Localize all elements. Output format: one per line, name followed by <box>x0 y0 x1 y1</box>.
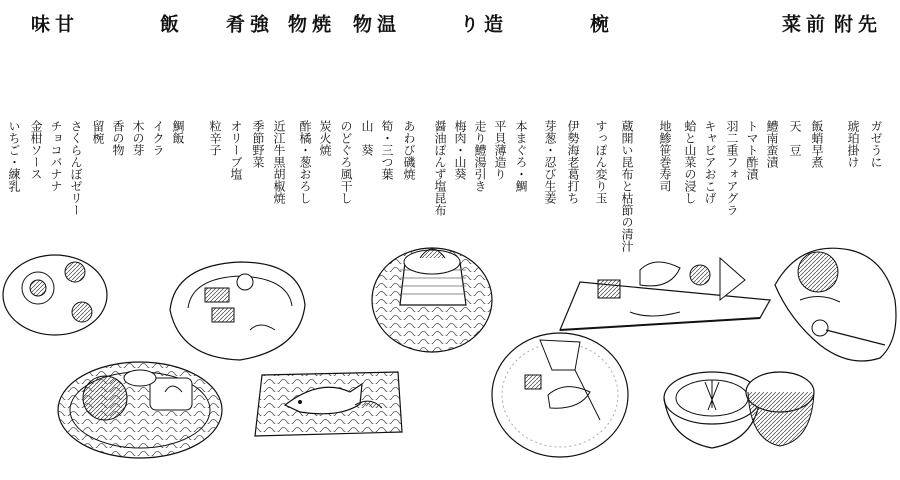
menu-item: 筍・三つ葉 <box>380 120 394 180</box>
menu-item: 芽葱・忍び生姜 <box>543 120 557 204</box>
course-title-kanmi: 甘 味 <box>28 14 74 33</box>
yakimono-board <box>255 372 402 436</box>
menu-item: さくらんぼゼリー <box>69 120 83 216</box>
menu-item: すっぽん変り玉 <box>594 120 608 204</box>
menu-item: トマト酢漬 <box>745 120 759 180</box>
sakizuke-plate <box>775 248 896 361</box>
menu-item: 醤油ぽんず塩昆布 <box>433 120 447 216</box>
menu-item: 炭火焼 <box>318 120 332 156</box>
menu-item: 天 豆 <box>788 120 802 156</box>
menu-item: のどぐろ風干し <box>339 120 353 204</box>
menu-item: 鯛飯 <box>171 120 185 144</box>
menu-item: 本まぐろ・鯛 <box>514 120 528 192</box>
shizakana-plate <box>170 262 305 360</box>
menu-item: 鱧南蛮漬 <box>765 120 779 168</box>
menu-item: 梅肉・山葵 <box>453 120 467 180</box>
menu-item: あわび磯焼 <box>402 120 416 180</box>
wan-bowl <box>664 372 814 448</box>
zensai-board <box>560 258 770 330</box>
course-title-wan: 椀 <box>587 14 609 33</box>
menu-item: 平貝薄造り <box>493 120 507 180</box>
menu-item: 香の物 <box>111 120 125 156</box>
menu-item: 蛤と山菜の浸し <box>683 120 697 204</box>
menu-item: 地鯵笹巻寿司 <box>658 120 672 192</box>
course-title-gohan: 飯 <box>157 14 179 33</box>
kanmi-plate <box>3 255 107 335</box>
menu-item: いちご・練乳 <box>7 120 21 192</box>
menu-item: 酢橘・葱おろし <box>298 120 312 204</box>
menu-item: 留椀 <box>91 120 105 144</box>
course-title-sakizuke: 先 附 <box>831 14 877 33</box>
menu-item: チョコバナナ <box>49 120 63 192</box>
menu-item: 琥珀掛け <box>846 120 860 168</box>
course-title-tsukuri: 造 り <box>457 14 503 33</box>
menu-item: 羽二重フォアグラ <box>725 120 739 216</box>
course-title-yakimono: 焼 物 <box>285 14 331 33</box>
menu-item: 走り鱧湯引き <box>473 120 487 192</box>
menu-item: キャビアおこげ <box>703 120 717 204</box>
menu-item: 金柑ソース <box>29 120 43 180</box>
course-title-onmono: 温 物 <box>350 14 396 33</box>
onmono-bowl <box>372 248 492 352</box>
tsukuri-plate <box>492 333 628 457</box>
course-title-shizakana: 強 肴 <box>223 14 269 33</box>
menu-item: 粒辛子 <box>208 120 222 156</box>
menu-item: ガゼうに <box>869 120 883 168</box>
menu-item: 季節野菜 <box>251 120 265 168</box>
course-title-zensai: 前 菜 <box>779 14 825 33</box>
menu-item: 木の芽 <box>131 120 145 156</box>
menu-item: 飯蛸早煮 <box>810 120 824 168</box>
menu-item: オリーブ塩 <box>229 120 243 180</box>
gohan-tray <box>58 362 222 458</box>
menu-item: 近江牛黒胡椒焼 <box>272 120 286 204</box>
menu-item: イクラ <box>151 120 165 156</box>
menu-item: 伊勢海老葛打ち <box>566 120 580 204</box>
menu-item: 蔵開い昆布と枯節の清汁 <box>620 120 634 252</box>
menu-item: 山 葵 <box>360 120 374 156</box>
